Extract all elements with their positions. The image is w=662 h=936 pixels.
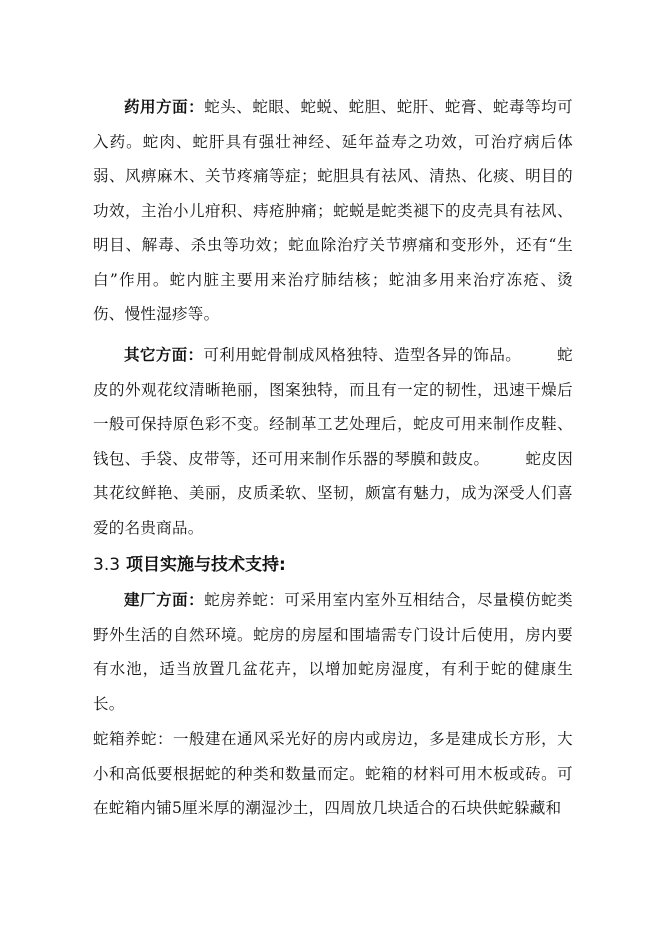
section-heading <box>93 548 573 582</box>
medical-use-lead: 药用方面： <box>124 98 205 116</box>
snake-box-body: 蛇箱养蛇：一般建在通风采光好的房内或房边，多是建成长方形，大小和高低要根据蛇的种类和数量而定。蛇箱的材料可用木板或砖。可在蛇箱内铺5厘米厚的潮湿沙土，四周放几块适合的石块供蛇躲藏和 <box>93 730 573 817</box>
build-lead: 建厂方面： <box>124 591 205 609</box>
other-use-body-2: 蛇皮的外观花纹清晰艳丽，图案独特，而且有一定的韧性，迅速干燥后一般可保持原色彩不变。经制革工艺处理后，蛇皮可用来制作皮鞋、钱包、手袋、皮带等，还可用来制作乐器的琴膜和鼓皮。 <box>93 346 573 468</box>
section-title: 项目实施与技术支持: <box>125 555 286 575</box>
other-use-lead: 其它方面： <box>124 346 204 364</box>
build-body: 蛇房养蛇：可采用室内室外互相结合，尽量模仿蛇类野外生活的自然环境。蛇房的房屋和围墙需专门设计后使用，房内要有水池，适当放置几盆花卉，以增加蛇房湿度，有利于蛇的健康生长。 <box>93 591 573 713</box>
paragraph-snake-box <box>93 722 573 826</box>
other-use-body-3: 蛇皮因其花纹鲜艳、美丽，皮质柔软、坚韧，颇富有魅力，成为深受人们喜爱的名贵商品。 <box>93 449 573 537</box>
section-number: 3.3 <box>93 555 121 575</box>
paragraph-other-use <box>93 338 573 545</box>
paragraph-medical-use <box>93 90 573 332</box>
paragraph-build <box>93 583 573 721</box>
other-use-body-1: 可利用蛇骨制成风格独特、造型各异的饰品。 <box>203 346 522 364</box>
medical-use-body: 蛇头、蛇眼、蛇蜕、蛇胆、蛇肝、蛇膏、蛇毒等均可入药。蛇肉、蛇肝具有强壮神经、延年益寿之功效，可治疗病后体弱、风痹麻木、关节疼痛等症；蛇胆具有祛风、清热、化痰、明目的功效，主治小儿疳积、痔疮肿痛；蛇蜕是蛇类褪下的皮壳具有祛风、明目、解毒、杀虫等功效；蛇血除治疗关节痹痛和变形外，还有“生白”作用。蛇内脏主要用来治疗肺结核；蛇油多用来治疗冻疮、烫伤、慢性湿疹等。 <box>93 98 573 323</box>
